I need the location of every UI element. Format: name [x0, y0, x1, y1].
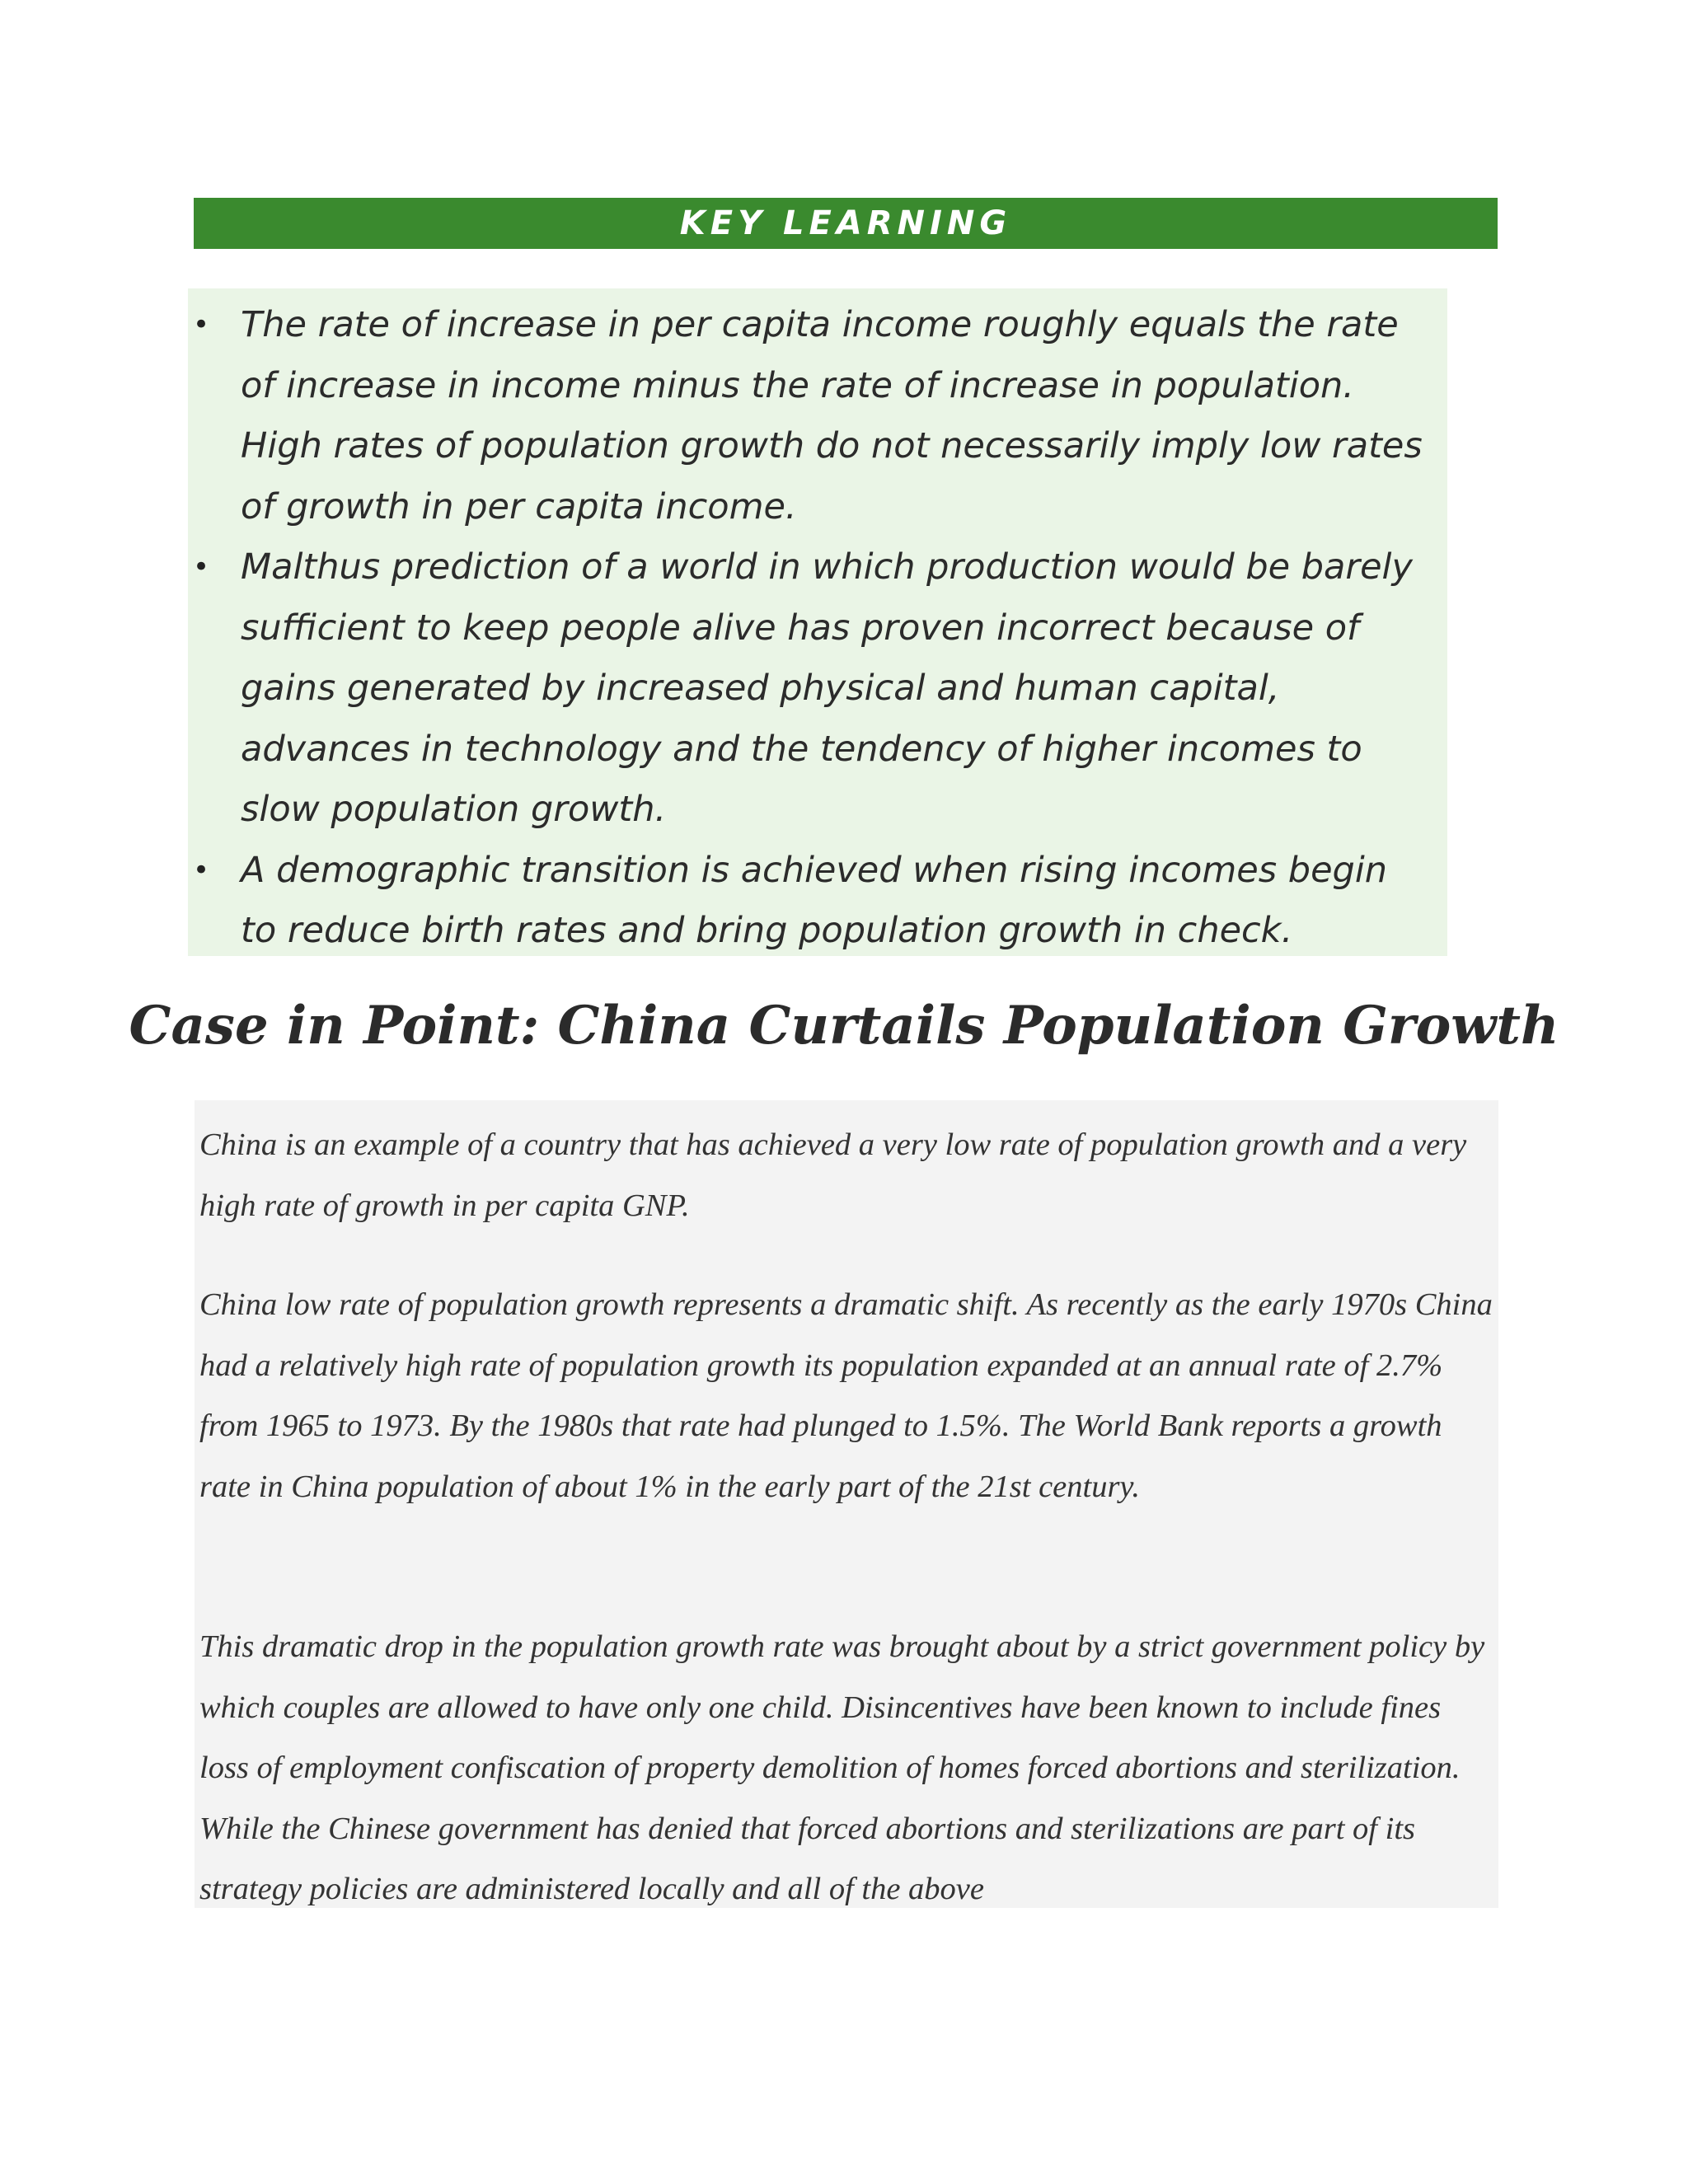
case-paragraph: This dramatic drop in the population growth rate was brought about by a strict government policy by which couples are allowed to have only one child. Disincentives have been known to include fines loss of employment confiscation of property demolition of homes forced abortions and sterilization. While the Chinese government has denied that forced abortions and sterilizations are part of its strategy policies are administered locally and all of the above — [199, 1629, 1485, 1906]
key-learning-item — [188, 537, 1447, 841]
key-learning-item-text: A demographic transition is achieved when rising incomes begin to reduce birth rates and bring population growth in check. — [241, 849, 1388, 951]
key-learning-list — [188, 295, 1447, 962]
case-paragraph: China is an example of a country that has achieved a very low rate of population growth and a very high rate of growth in per capita GNP. — [199, 1127, 1467, 1223]
key-learning-box — [188, 288, 1447, 956]
key-learning-item — [188, 841, 1447, 962]
key-learning-banner: KEY LEARNING — [194, 198, 1498, 249]
bullet-icon: • — [193, 308, 210, 341]
case-in-point-box — [195, 1100, 1498, 1908]
key-learning-item-text: The rate of increase in per capita income roughly equals the rate of increase in income minus the rate of increase in population. High rates of population growth do not necessarily imply low rates of growth in per capita income. — [241, 304, 1423, 527]
bullet-icon: • — [193, 551, 210, 583]
case-in-point-title: Case in Point: China Curtails Population Growth — [129, 995, 1559, 1057]
bullet-icon: • — [193, 853, 210, 887]
case-paragraph: China low rate of population growth represents a dramatic shift. As recently as the early 1970s China had a relatively high rate of population growth its population expanded at an annual rate of 2.7% from 1965 to 1973. By the 1980s that rate had plunged to 1.5%. The World Bank reports a growth rate in China population of about 1% in the early part of the 21st century. — [199, 1287, 1493, 1504]
key-learning-item — [188, 295, 1447, 537]
key-learning-item-text: Malthus prediction of a world in which production would be barely sufficient to keep people alive has proven incorrect because of gains generated by increased physical and human capital, advances in technology and the tendency of higher incomes to slow population growth. — [241, 546, 1413, 830]
